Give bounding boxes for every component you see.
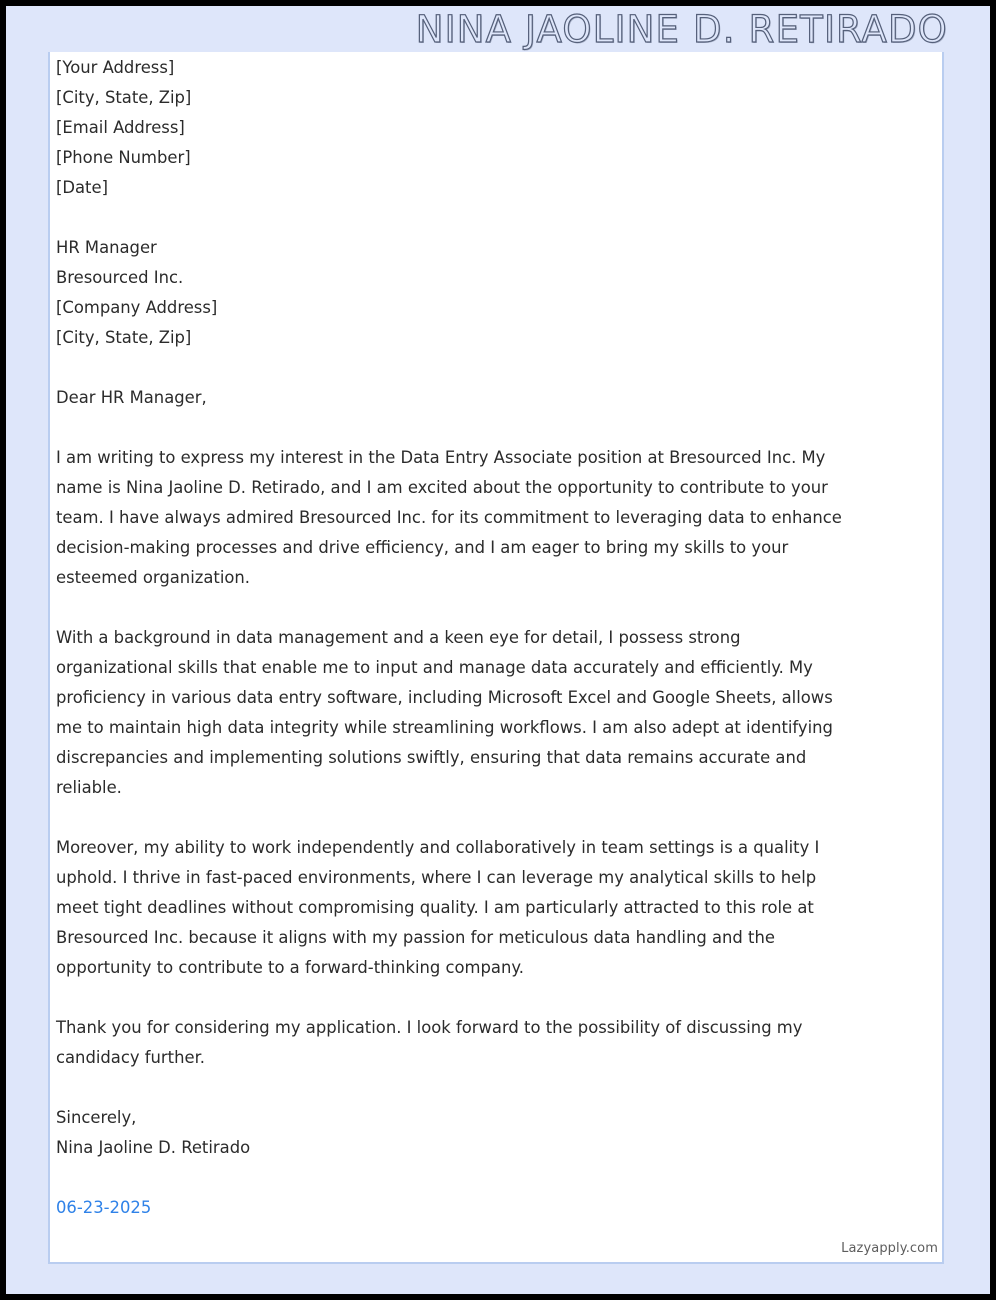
sender-phone-line: [Phone Number] bbox=[56, 148, 191, 167]
recipient-address-line: [Company Address] bbox=[56, 298, 218, 317]
sender-city-state-zip-line: [City, State, Zip] bbox=[56, 88, 192, 107]
watermark: Lazyapply.com bbox=[841, 1241, 938, 1256]
page-title: NINA JAOLINE D. RETIRADO bbox=[415, 7, 948, 51]
sender-address-block bbox=[56, 53, 856, 203]
sender-date-line: [Date] bbox=[56, 178, 108, 197]
recipient-title-line: HR Manager bbox=[56, 238, 157, 257]
body-paragraph-1: I am writing to express my interest in the Data Entry Associate position at Bresourced Inc. My name is Nina Jaoline D. Retirado, and I am excited about the opportunity to contribute to your team. I have always admired Bresourced Inc. for its commitment to leveraging data to enhance decision-making processes and drive efficiency, and I am eager to bring my skills to your esteemed organization. bbox=[56, 448, 842, 587]
letter-body bbox=[56, 53, 856, 1223]
salutation: Dear HR Manager, bbox=[56, 388, 207, 407]
body-paragraph-4: Thank you for considering my application. I look forward to the possibility of discussing my candidacy further. bbox=[56, 1018, 803, 1067]
letterhead bbox=[6, 6, 990, 52]
sender-email-line: [Email Address] bbox=[56, 118, 185, 137]
valediction: Sincerely, bbox=[56, 1108, 137, 1127]
recipient-company-line: Bresourced Inc. bbox=[56, 268, 184, 287]
signed-date: 06-23-2025 bbox=[56, 1198, 152, 1217]
body-paragraph-2: With a background in data management and a keen eye for detail, I possess strong organizational skills that enable me to input and manage data accurately and efficiently. My proficiency in various data entry software, including Microsoft Excel and Google Sheets, allows me to maintain high data integrity while streamlining workflows. I am also adept at identifying discrepancies and implementing solutions swiftly, ensuring that data remains accurate and reliable. bbox=[56, 628, 833, 797]
recipient-city-state-zip-line: [City, State, Zip] bbox=[56, 328, 192, 347]
closing-block bbox=[56, 1103, 856, 1163]
body-paragraph-3: Moreover, my ability to work independently and collaboratively in team settings is a quality I uphold. I thrive in fast-paced environments, where I can leverage my analytical skills to help meet tight deadlines without compromising quality. I am particularly attracted to this role at Bresourced Inc. because it aligns with my passion for meticulous data handling and the opportunity to contribute to a forward-thinking company. bbox=[56, 838, 820, 977]
recipient-address-block bbox=[56, 233, 856, 353]
signature-name: Nina Jaoline D. Retirado bbox=[56, 1138, 251, 1157]
sender-address-line: [Your Address] bbox=[56, 58, 175, 77]
